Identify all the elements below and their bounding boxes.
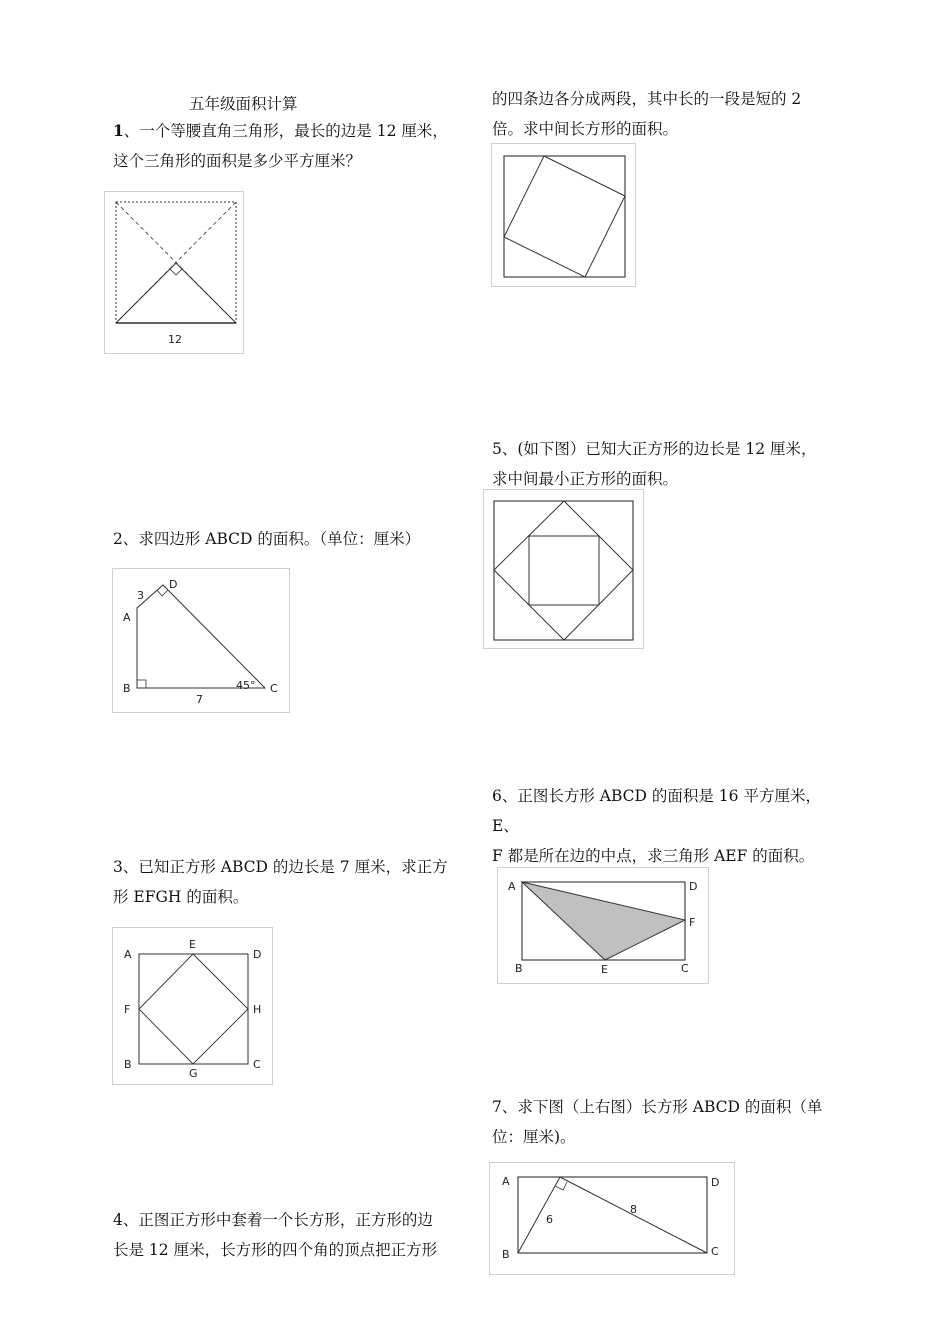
problem-1-number: 1 bbox=[113, 121, 124, 140]
problem-3-line1: 3、已知正方形 ABCD 的边长是 7 厘米，求正方 bbox=[113, 858, 448, 876]
label-a: A bbox=[508, 880, 516, 893]
label-g: G bbox=[189, 1067, 198, 1080]
label-d: D bbox=[169, 578, 178, 591]
problem-3-line2: 形 EFGH 的面积。 bbox=[113, 888, 249, 906]
triangle-leg bbox=[176, 263, 236, 323]
label-a: A bbox=[502, 1175, 510, 1188]
label-h: H bbox=[253, 1003, 262, 1016]
problem-4-text-a bbox=[113, 1205, 463, 1265]
label-d: D bbox=[253, 948, 262, 961]
label-side-ad: 3 bbox=[137, 589, 144, 602]
label-c: C bbox=[711, 1245, 719, 1258]
smallest-square bbox=[529, 536, 599, 605]
problem-2-text: 2、求四边形 ABCD 的面积。（单位：厘米） bbox=[113, 530, 421, 548]
label-a: A bbox=[124, 948, 132, 961]
square-efgh bbox=[139, 954, 248, 1064]
square-abcd bbox=[139, 954, 248, 1064]
triangle-leg bbox=[116, 263, 176, 323]
right-angle-d bbox=[157, 590, 168, 596]
figure-5 bbox=[483, 489, 644, 649]
label-angle: 45° bbox=[236, 679, 256, 692]
outer-square bbox=[504, 156, 625, 277]
middle-square bbox=[494, 501, 633, 640]
right-angle-mark bbox=[170, 269, 182, 275]
label-c: C bbox=[253, 1058, 261, 1071]
label-side-bc: 7 bbox=[196, 693, 203, 706]
label-e: E bbox=[189, 938, 196, 951]
figure-1 bbox=[104, 191, 244, 354]
figure-3 bbox=[112, 927, 273, 1085]
quadrilateral-abcd bbox=[137, 585, 265, 688]
problem-5-line1: 5、(如下图）已知大正方形的边长是 12 厘米， bbox=[492, 440, 817, 458]
problem-7-line1: 7、求下图（上右图）长方形 ABCD 的面积（单 bbox=[492, 1098, 823, 1116]
label-f: F bbox=[689, 916, 696, 929]
problem-3-text bbox=[113, 852, 463, 912]
problem-5-text bbox=[492, 434, 844, 494]
problem-7-line2: 位：厘米)。 bbox=[492, 1128, 576, 1146]
label-side-8: 8 bbox=[630, 1203, 637, 1216]
label-a: A bbox=[123, 611, 131, 624]
problem-7-text bbox=[492, 1092, 844, 1152]
problem-1-line2: 这个三角形的面积是多少平方厘米？ bbox=[113, 152, 362, 170]
problem-6-text bbox=[492, 781, 844, 871]
problem-4-line2: 长是 12 厘米，长方形的四个角的顶点把正方形 bbox=[113, 1241, 438, 1259]
label-f: F bbox=[124, 1003, 131, 1016]
problem-4-line3: 的四条边各分成两段，其中长的一段是短的 2 bbox=[492, 90, 802, 108]
problem-1-text bbox=[113, 116, 463, 176]
segment-6 bbox=[518, 1177, 560, 1253]
problem-4-line1: 4、正图正方形中套着一个长方形，正方形的边 bbox=[113, 1211, 433, 1229]
problem-4-line4: 倍。求中间长方形的面积。 bbox=[492, 120, 679, 138]
label-b: B bbox=[515, 962, 523, 975]
problem-5-line2: 求中间最小正方形的面积。 bbox=[492, 470, 679, 488]
label-b: B bbox=[123, 682, 131, 695]
label-b: B bbox=[124, 1058, 132, 1071]
right-angle-b bbox=[137, 680, 146, 688]
problem-1-line1: 、一个等腰直角三角形，最长的边是 12 厘米， bbox=[123, 122, 448, 140]
problem-6-line2: F 都是所在边的中点，求三角形 AEF 的面积。 bbox=[492, 847, 815, 865]
figure-4 bbox=[491, 143, 636, 287]
inner-rectangle bbox=[504, 156, 625, 277]
label-d: D bbox=[711, 1176, 720, 1189]
figure-7 bbox=[489, 1162, 735, 1275]
problem-4-text-b bbox=[492, 84, 844, 144]
figure-6 bbox=[497, 867, 709, 984]
label-side-6: 6 bbox=[546, 1213, 553, 1226]
label-d: D bbox=[689, 880, 698, 893]
problem-6-line1: 6、正图长方形 ABCD 的面积是 16 平方厘米，E、 bbox=[492, 787, 821, 835]
page-title: 五年级面积计算 bbox=[189, 95, 298, 113]
figure-2 bbox=[112, 568, 290, 713]
large-square bbox=[494, 501, 633, 640]
label-c: C bbox=[270, 682, 278, 695]
triangle-aef-shaded bbox=[522, 882, 685, 960]
label-c: C bbox=[681, 962, 689, 975]
base-label: 12 bbox=[168, 333, 182, 346]
label-e: E bbox=[601, 963, 608, 976]
label-b: B bbox=[502, 1248, 510, 1261]
